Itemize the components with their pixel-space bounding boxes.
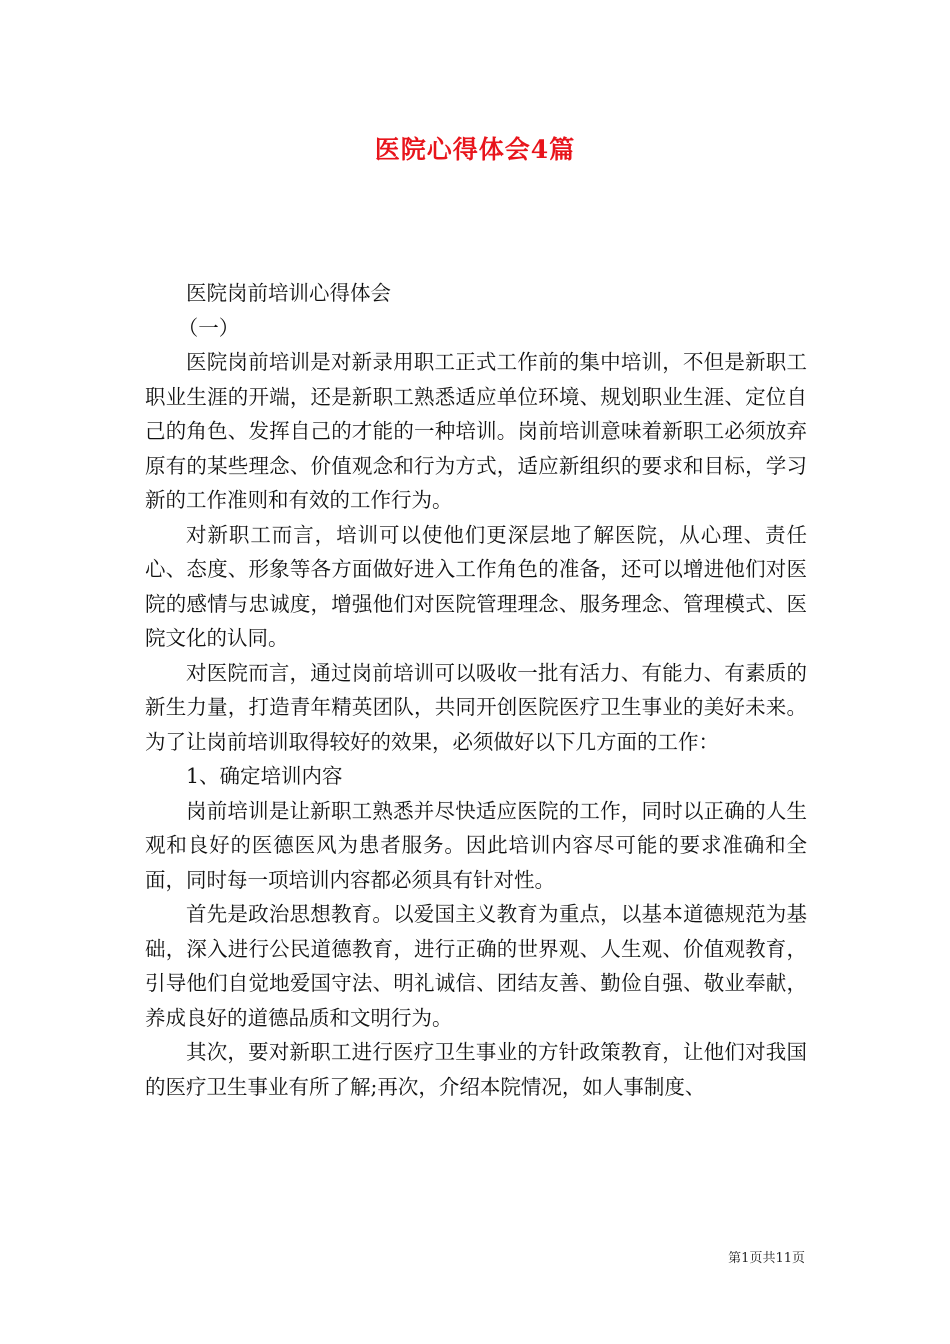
paragraph: 岗前培训是让新职工熟悉并尽快适应医院的工作，同时以正确的人生观和良好的医德医风为患者服务。因此培训内容尽可能的要求准确和全面，同时每一项培训内容都必须具有针对性。 <box>145 798 807 892</box>
paragraph: 医院岗前培训是对新录用职工正式工作前的集中培训，不但是新职工职业生涯的开端，还是新职工熟悉适应单位环境、规划职业生涯、定位自己的角色、发挥自己的才能的一种培训。岗前培训意味着新职工必须放弃原有的某些理念、价值观念和行为方式，适应新组织的要求和目标，学习新的工作准则和有效的工作行为。 <box>145 350 807 512</box>
section-heading: 医院岗前培训心得体会 <box>186 281 391 305</box>
paragraph: 首先是政治思想教育。以爱国主义教育为重点，以基本道德规范为基础，深入进行公民道德教育，进行正确的世界观、人生观、价值观教育，引导他们自觉地爱国守法、明礼诚信、团结友善、勤俭自强、敬业奉献，养成良好的道德品质和文明行为。 <box>145 902 807 1030</box>
subheading: 1、确定培训内容 <box>186 764 343 788</box>
paragraph: 对医院而言，通过岗前培训可以吸收一批有活力、有能力、有素质的新生力量，打造青年精英团队，共同开创医院医疗卫生事业的美好未来。为了让岗前培训取得较好的效果，必须做好以下几方面的工作： <box>145 660 807 754</box>
document-title: 医院心得体会4篇 <box>374 135 576 164</box>
document-body <box>145 276 807 1104</box>
page-number: 第1页共11页 <box>728 1251 805 1266</box>
section-number: （一） <box>177 315 240 340</box>
paragraph: 对新职工而言，培训可以使他们更深层地了解医院，从心理、责任心、态度、形象等各方面做好进入工作角色的准备，还可以增进他们对医院的感情与忠诚度，增强他们对医院管理理念、服务理念、管理模式、医院文化的认同。 <box>145 522 807 650</box>
paragraph: 其次，要对新职工进行医疗卫生事业的方针政策教育，让他们对我国的医疗卫生事业有所了解;再次，介绍本院情况，如人事制度、 <box>145 1040 807 1099</box>
